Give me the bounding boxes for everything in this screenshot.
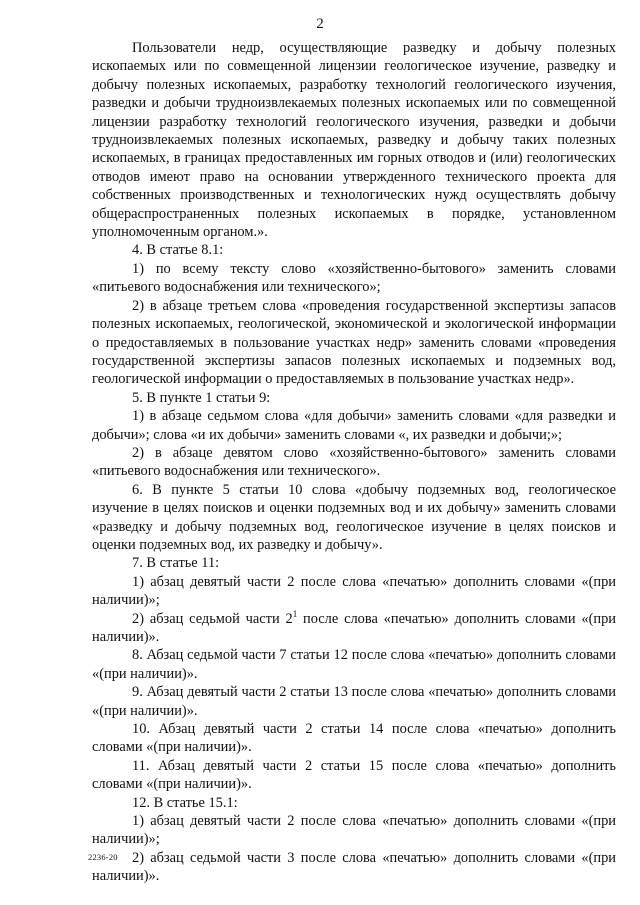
- paragraph-article-15-1-item-1: 1) абзац девятый части 2 после слова «печатью» дополнить словами «(при наличии)»;: [92, 813, 616, 848]
- paragraph-article-9-item-2: 2) в абзаце девятом слово «хозяйственно-бытового» заменить словами «питьевого водоснабжения или технического».: [92, 444, 616, 480]
- paragraph-article-10: 6. В пункте 5 статьи 10 слова «добычу подземных вод, геологическое изучение в целях поисков и оценки подземных вод и их добычу» заменить словами «разведку и добычу подземных вод, геологическое изучение в целях поисков и оценки подземных вод, их разведку и добычу».: [92, 481, 616, 553]
- paragraph-article-11-item-2: [92, 610, 616, 647]
- document-code: 2236-20: [88, 852, 118, 862]
- superscript-1: 1: [292, 608, 298, 619]
- paragraph-article-11-heading: 7. В статье 11:: [132, 555, 220, 572]
- paragraph-article-8-1-item-2: 2) в абзаце третьем слова «проведения государственной экспертизы запасов полезных ископаемых, геологической, экономической и экологической информации о предоставляемых в пользование участках недр» заменить словами «проведения государственной экспертизы запасов полезных ископаемых и подземных вод, геологической информации о предоставляемых в пользование участках недр».: [92, 297, 616, 388]
- paragraph-article-9-item-1: 1) в абзаце седьмом слова «для добычи» заменить словами «для разведки и добычи»; слова «и их добычи» заменить словами «, их разведки и добычи;»;: [92, 408, 616, 443]
- paragraph-article-12: 8. Абзац седьмой части 7 статьи 12 после слова «печатью» дополнить словами «(при наличии)».: [92, 647, 616, 682]
- paragraph-article-15-1-item-2: 2) абзац седьмой части 3 после слова «печатью» дополнить словами «(при наличии)».: [92, 849, 616, 885]
- document-body: [92, 39, 616, 886]
- paragraph-article-13: 9. Абзац девятый части 2 статьи 13 после слова «печатью» дополнить словами «(при наличии)».: [92, 684, 616, 719]
- paragraph-article-15: 11. Абзац девятый части 2 статьи 15 после слова «печатью» дополнить словами «(при наличии)».: [92, 757, 616, 793]
- paragraph-article-8-1-item-1: 1) по всему тексту слово «хозяйственно-бытового» заменить словами «питьевого водоснабжения или технического»;: [92, 260, 616, 296]
- paragraph-article-15-1-heading: 12. В статье 15.1:: [132, 794, 238, 811]
- item-2-text-before: 2) абзац седьмой части 2: [132, 610, 293, 627]
- paragraph-article-9-heading: 5. В пункте 1 статьи 9:: [132, 389, 271, 406]
- paragraph-article-8-1-heading: 4. В статье 8.1:: [132, 242, 224, 259]
- item-2-text-after: после слова «печатью» дополнить словами «(при наличии)».: [92, 610, 616, 645]
- paragraph-article-11-item-1: 1) абзац девятый части 2 после слова «печатью» дополнить словами «(при наличии)»;: [92, 573, 616, 609]
- paragraph-subsoil-users: Пользователи недр, осуществляющие разведку и добычу полезных ископаемых или по совмещенной лицензии геологическое изучение, разведку и добычу полезных ископаемых, разработку технологий геологического изучения, разведки и добычи трудноизвлекаемых полезных ископаемых или по совмещенной лицензии разработку технологий геологического изучения, разведки и добычи трудноизвлекаемых полезных ископаемых, разведку и добычу таких полезных ископаемых, в границах предоставленных им горных отводов и (или) геологических отводов имеют право на основании утвержденного технического проекта для собственных производственных и технологических нужд осуществлять добычу общераспространенных полезных ископаемых в порядке, установленном уполномоченным органом.».: [92, 40, 616, 241]
- paragraph-article-14: 10. Абзац девятый части 2 статьи 14 после слова «печатью» дополнить словами «(при наличии)».: [92, 721, 616, 756]
- page-number: 2: [316, 16, 324, 32]
